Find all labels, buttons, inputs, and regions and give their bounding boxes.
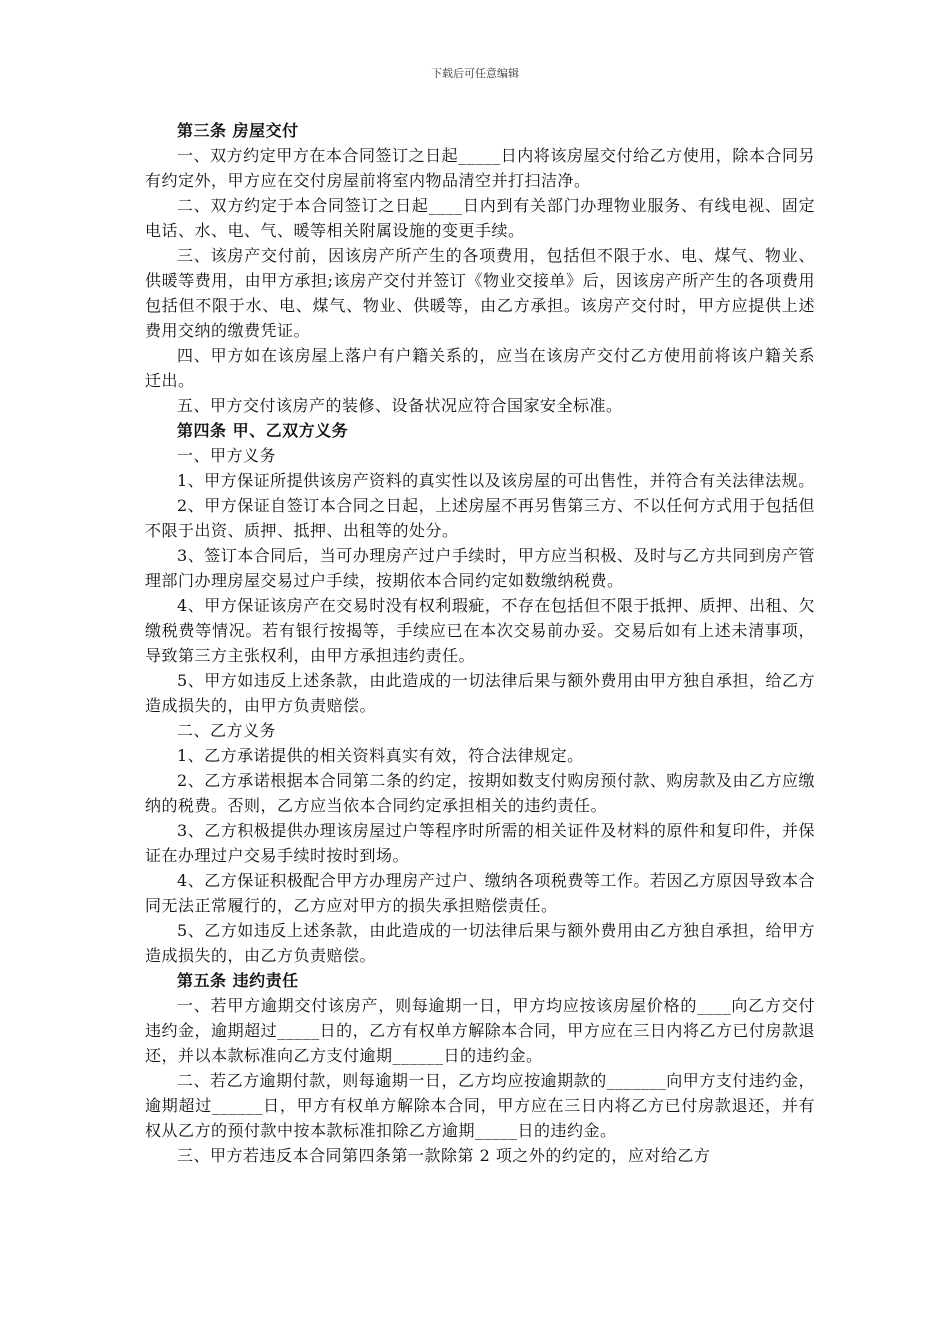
article-4-party-b-item-3: 3、乙方积极提供办理该房屋过户等程序时所需的相关证件及材料的原件和复印件，并保证在办理过户交易手续时按时到场。 — [145, 821, 815, 865]
article-4-party-a-title: 一、甲方义务 — [177, 446, 277, 465]
article-4-party-b-item-5: 5、乙方如违反上述条款，由此造成的一切法律后果与额外费用由乙方独自承担，给甲方造成损失的，由乙方负责赔偿。 — [145, 921, 815, 965]
article-3-clause-4: 四、甲方如在该房屋上落户有户籍关系的，应当在该房产交付乙方使用前将该户籍关系迁出。 — [145, 346, 815, 390]
article-5-clause-2: 二、若乙方逾期付款，则每逾期一日，乙方均应按逾期款的_______向甲方支付违约金，逾期超过______日，甲方有权单方解除本合同，甲方应在三日内将乙方已付房款退还，并有权从乙方的预付款中按本款标准扣除乙方逾期_____日的违约金。 — [145, 1071, 815, 1140]
article-4-party-a-item-2: 2、甲方保证自签订本合同之日起，上述房屋不再另售第三方、不以任何方式用于包括但不限于出资、质押、抵押、出租等的处分。 — [145, 496, 815, 540]
article-4-title: 第四条 甲、乙双方义务 — [177, 421, 349, 440]
article-3-clause-1: 一、双方约定甲方在本合同签订之日起_____日内将该房屋交付给乙方使用，除本合同另有约定外，甲方应在交付房屋前将室内物品清空并打扫洁净。 — [145, 146, 815, 190]
article-4-party-b-title: 二、乙方义务 — [177, 721, 277, 740]
article-5-title: 第五条 违约责任 — [177, 971, 299, 990]
article-3-title: 第三条 房屋交付 — [177, 121, 299, 140]
page-header: 下载后可任意编辑 — [431, 67, 519, 80]
article-4-party-a-item-1: 1、甲方保证所提供该房产资料的真实性以及该房屋的可出售性，并符合有关法律法规。 — [177, 471, 815, 490]
article-4-party-a-item-4: 4、甲方保证该房产在交易时没有权利瑕疵，不存在包括但不限于抵押、质押、出租、欠缴税费等情况。若有银行按揭等，手续应已在本次交易前办妥。交易后如有上述未清事项，导致第三方主张权利，由甲方承担违约责任。 — [145, 596, 815, 665]
article-4-party-b-item-1: 1、乙方承诺提供的相关资料真实有效，符合法律规定。 — [177, 746, 584, 765]
article-3-clause-5: 五、甲方交付该房产的装修、设备状况应符合国家安全标准。 — [177, 396, 623, 415]
article-3-clause-2: 二、双方约定于本合同签订之日起____日内到有关部门办理物业服务、有线电视、固定电话、水、电、气、暖等相关附属设施的变更手续。 — [145, 196, 815, 240]
article-5-clause-3: 三、甲方若违反本合同第四条第一款除第 2 项之外的约定的，应对给乙方 — [177, 1146, 711, 1165]
article-3-clause-3: 三、该房产交付前，因该房产所产生的各项费用，包括但不限于水、电、煤气、物业、供暖等费用，由甲方承担;该房产交付并签订《物业交接单》后，因该房产所产生的各项费用包括但不限于水、电、煤气、物业、供暖等，由乙方承担。该房产交付时，甲方应提供上述费用交纳的缴费凭证。 — [145, 246, 815, 340]
contract-body — [145, 118, 815, 1168]
article-4-party-a-item-3: 3、签订本合同后，当可办理房产过户手续时，甲方应当积极、及时与乙方共同到房产管理部门办理房屋交易过户手续，按期依本合同约定如数缴纳税费。 — [145, 546, 815, 590]
article-4-party-b-item-2: 2、乙方承诺根据本合同第二条的约定，按期如数支付购房预付款、购房款及由乙方应缴纳的税费。否则，乙方应当依本合同约定承担相关的违约责任。 — [145, 771, 815, 815]
article-5-clause-1: 一、若甲方逾期交付该房产，则每逾期一日，甲方均应按该房屋价格的____向乙方交付违约金，逾期超过_____日的，乙方有权单方解除本合同，甲方应在三日内将乙方已付房款退还，并以本款标准向乙方支付逾期______日的违约金。 — [145, 996, 815, 1065]
article-4-party-b-item-4: 4、乙方保证积极配合甲方办理房产过户、缴纳各项税费等工作。若因乙方原因导致本合同无法正常履行的，乙方应对甲方的损失承担赔偿责任。 — [145, 871, 815, 915]
article-4-party-a-item-5: 5、甲方如违反上述条款，由此造成的一切法律后果与额外费用由甲方独自承担，给乙方造成损失的，由甲方负责赔偿。 — [145, 671, 815, 715]
